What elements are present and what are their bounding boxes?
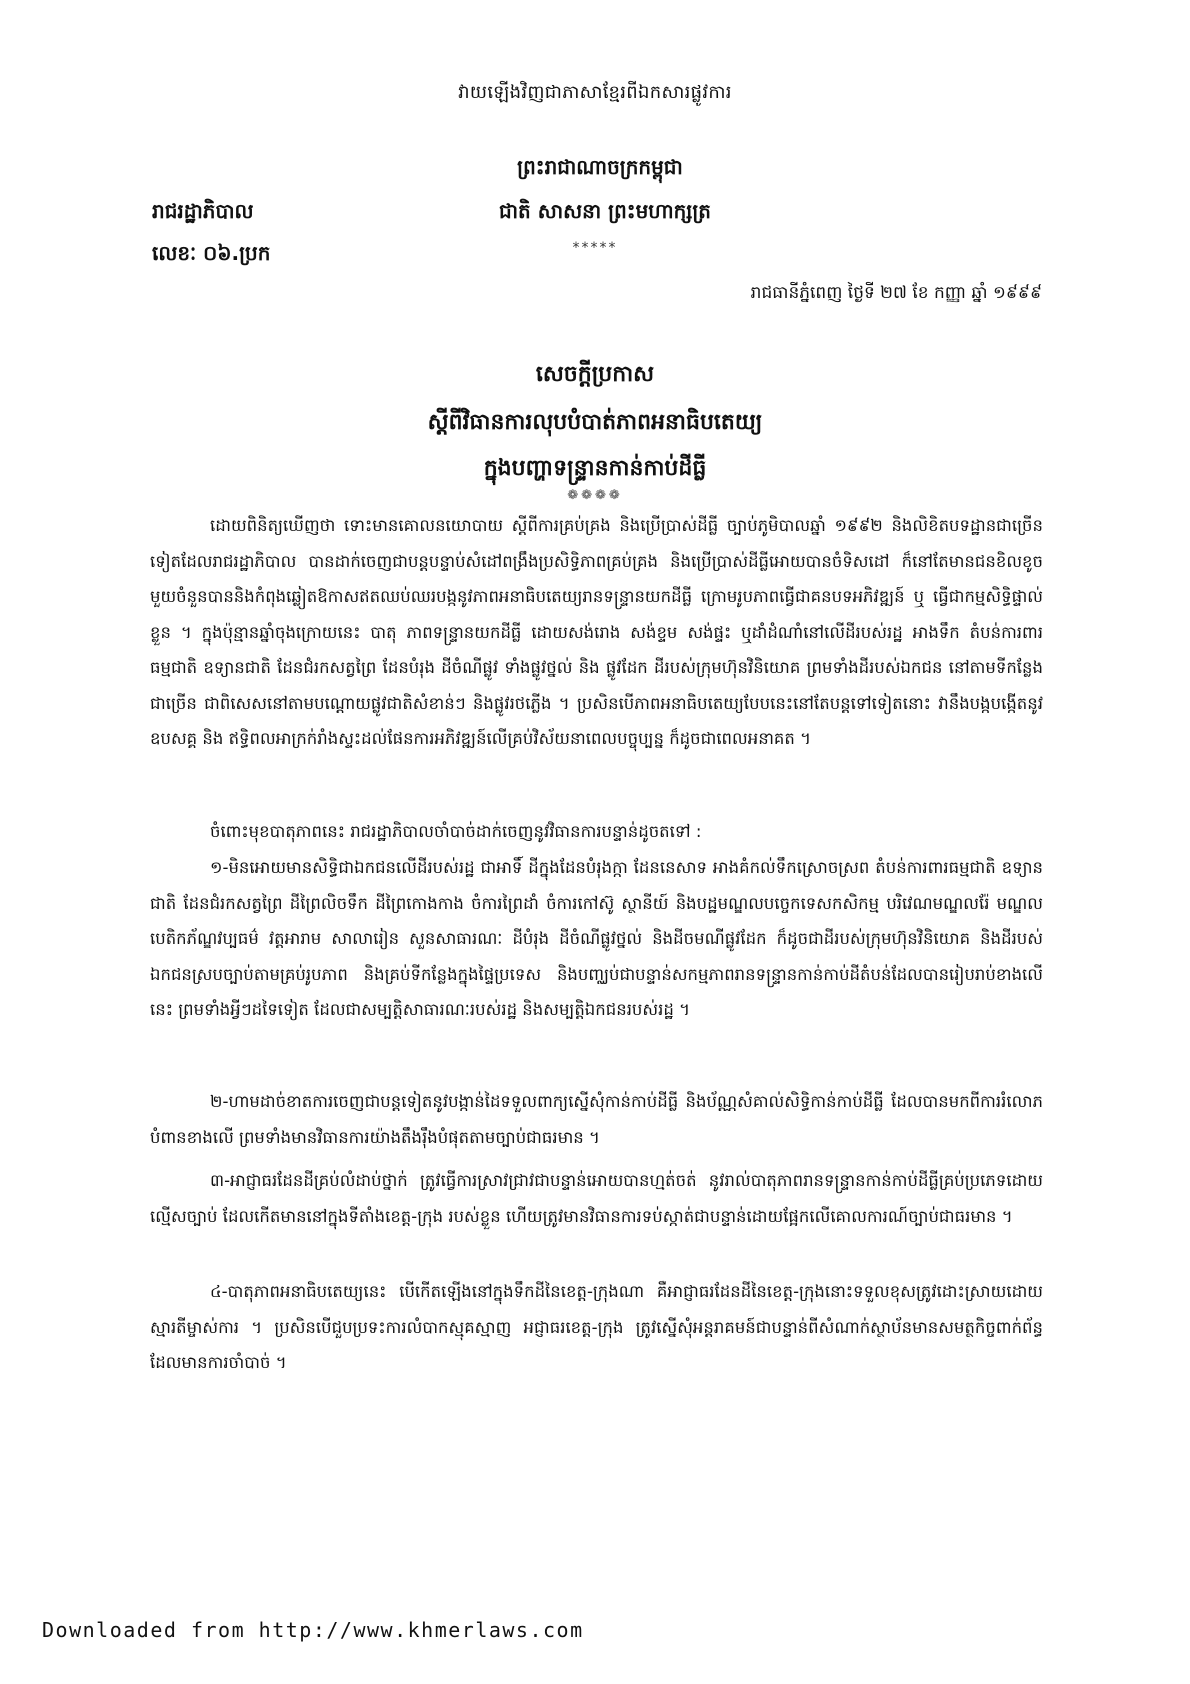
measure-item-1 <box>150 850 1043 1028</box>
measure-item-3-text: ៣-អាជ្ញាធរដែនដីគ្រប់លំដាប់ថ្នាក់ ត្រូវធ្វើការស្រាវជ្រាវជាបន្ទាន់អោយបានហ្មត់ចត់ នូវរាល់បាតុភាពរានទន្ទ្រានកាន់កាប់ដីធ្លីគ្រប់ប្រភេទដោយល្មើសច្បាប់ ដែលកើតមាននៅក្នុងទីតាំងខេត្ត-ក្រុង របស់ខ្លួន ហើយត្រូវមានវិធានការទប់ស្កាត់ជាបន្ទាន់ដោយផ្អែកលើគោលការណ៍ច្បាប់ជាធរមាន ។ <box>150 1171 1043 1226</box>
issuing-government: រាជរដ្ឋាភិបាល <box>152 199 254 223</box>
measure-item-4 <box>150 1274 1043 1381</box>
title-ornament: ❁❁❁❁ <box>567 488 623 503</box>
kingdom-heading: ព្រះរាជាណាចក្រកម្ពុជា <box>517 155 683 179</box>
document-title-line-1: ស្តីពីវិធានការលុបបំបាត់ភាពអនាធិបតេយ្យ <box>427 410 763 435</box>
measure-item-3 <box>150 1163 1043 1234</box>
transition-paragraph <box>150 814 1043 850</box>
document-type-heading: សេចក្តីប្រកាស <box>535 362 655 387</box>
stars-divider: ***** <box>572 240 618 256</box>
national-motto: ជាតិ សាសនា ព្រះមហាក្សត្រ <box>499 199 711 223</box>
intro-paragraph <box>150 508 1043 757</box>
document-title-line-2: ក្នុងបញ្ហាទន្ទ្រានកាន់កាប់ដីធ្លី <box>483 456 707 481</box>
download-source-footer: Downloaded from http://www.khmerlaws.com <box>42 1618 584 1642</box>
date-place: រាជធានីភ្នំពេញ ថ្ងៃទី ២៧ ខែ កញ្ញា ឆ្នាំ ១៩៩៩ <box>750 283 1042 303</box>
document-number: លេខៈ ០៦.ប្រក <box>152 241 271 265</box>
measure-item-1-text: ១-មិនអោយមានសិទ្ធិជាឯកជនលើដីរបស់រដ្ឋ ជាអាទិ៍ ដីក្នុងដែនបំរុងក្កា ដែននេសាទ អាងគំកល់ទឹកស្រោចស្រព តំបន់ការពារធម្មជាតិ ឧទ្យានជាតិ ដែនជំរកសត្វព្រៃ ដីព្រៃលិចទឹក ដីព្រៃកោងកាង ចំការព្រៃដាំ ចំការកៅស៊ូ ស្ថានីយ៍ និងបដ្ឋមណ្ឌលបច្ចេកទេសកសិកម្ម បរិវេណមណ្ឌលរ៉ែ មណ្ឌលបេតិកភ័ណ្ឌវប្បធម៌ វត្តអារាម សាលារៀន សួនសាធារណៈ ដីបំរុង ដីចំណីផ្លូវថ្នល់ និងដីចមណីផ្លូវដែក ក៏ដូចជាដីរបស់ក្រុមហ៊ុនវិនិយោគ និងដីរបស់ឯកជនស្របច្បាប់តាមគ្រប់រូបភាព និងគ្រប់ទីកន្លែងក្នុងផ្ទៃប្រទេស និងបញ្ឈប់ជាបន្ទាន់សកម្មភាពរានទន្ទ្រានកាន់កាប់ដីតំបន់ដែលបានរៀបរាប់ខាងលើនេះ ព្រមទាំងអ្វីៗដទៃទៀត ដែលជាសម្បត្តិសាធារណៈរបស់រដ្ឋ និងសម្បត្តិឯកជនរបស់រដ្ឋ ។ <box>150 858 1043 1019</box>
transition-text: ចំពោះមុខបាតុភាពនេះ រាជរដ្ឋាភិបាលចាំបាច់ដាក់ចេញនូវវិធានការបន្ទាន់ដូចតទៅ : <box>210 822 702 841</box>
measure-item-2 <box>150 1084 1043 1155</box>
measure-item-4-text: ៤-បាតុភាពអនាធិបតេយ្យនេះ បើកើតឡើងនៅក្នុងទឹកដីនៃខេត្ត-ក្រុងណា គឺអាជ្ញាធរដែនដីនៃខេត្ត-ក្រុងនោះទទួលខុសត្រូវដោះស្រាយដោយស្មារតីម្ចាស់ការ ។ ប្រសិនបើជួបប្រទះការលំបាកស្មុគស្មាញ អជ្ញាធរខេត្ត-ក្រុង ត្រូវស្នើសុំអន្តរាគមន៍ជាបន្ទាន់ពីសំណាក់ស្ថាប័នមានសមត្ថកិច្ចពាក់ព័ន្ធ ដែលមានការចាំបាច់ ។ <box>150 1282 1043 1372</box>
retyped-note: វាយឡើងវិញជាភាសាខ្មែរពីឯកសារផ្លូវការ <box>458 82 732 103</box>
measure-item-2-text: ២-ហាមដាច់ខាតការចេញជាបន្តទៀតនូវបង្កាន់ដៃទទួលពាក្យស្នើសុំកាន់កាប់ដីធ្លី និងប័ណ្ណសំគាល់សិទ្ធិកាន់កាប់ដីធ្លី ដែលបានមកពីការរំលោភបំពានខាងលើ ព្រមទាំងមានវិធានការយ៉ាងតឹងរ៉ឹងបំផុតតាមច្បាប់ជាធរមាន ។ <box>150 1092 1043 1147</box>
intro-text: ដោយពិនិត្យឃើញថា ទោះមានគោលនយោបាយ ស្តីពីការគ្រប់គ្រង និងប្រើប្រាស់ដីធ្លី ច្បាប់ភូមិបាលឆ្នាំ ១៩៩២ និងលិខិតបទដ្ឋានជាច្រើនទៀតដែលរាជរដ្ឋាភិបាល បានដាក់ចេញជាបន្តបន្ទាប់សំដៅពង្រឹងប្រសិទ្ធិភាពគ្រប់គ្រង និងប្រើប្រាស់ដីធ្លីអោយបានចំទិសដៅ ក៏នៅតែមានជនខិលខូចមួយចំនួនបាននិងកំពុងឆ្លៀតឱកាសឥតឈប់ឈរបង្កនូវភាពអនាធិបតេយ្យរានទន្ទ្រានយកដីធ្លី ក្រោមរូបភាពធ្វើជាគនបទអភិវឌ្ឍន៍ ឬ ធ្វើជាកម្មសិទ្ធិផ្ទាល់ខ្លួន ។ ក្នុងប៉ុន្មានឆ្នាំចុងក្រោយនេះ បាតុ ភាពទន្ទ្រានយកដីធ្លី ដោយសង់រោង សង់ខ្ទម សង់ផ្ទះ ឬដាំដំណាំនៅលើដីរបស់រដ្ឋ អាងទឹក តំបន់ការពារធម្មជាតិ ឧទ្យានជាតិ ដែនជំរកសត្វព្រៃ ដែនបំរុង ដីចំណីផ្លូវ ទាំងផ្លូវថ្នល់ និង ផ្លូវដែក ដីរបស់ក្រុមហ៊ុនវិនិយោគ ព្រមទាំងដីរបស់ឯកជន នៅតាមទីកន្លែងជាច្រើន ជាពិសេសនៅតាមបណ្តោយផ្លូវជាតិសំខាន់ៗ និងផ្លូវរថភ្លើង ។ ប្រសិនបើភាពអនាធិបតេយ្យបែបនេះនៅតែបន្តទៅទៀតនោះ វានឹងបង្កបង្កើតនូវឧបសគ្គ និង ឥទ្ធិពលអាក្រក់រាំងស្ទះដល់ផែនការអភិវឌ្ឍន៍លើគ្រប់វិស័យនាពេលបច្ចុប្បន្ន ក៏ដូចជាពេលអនាគត ។ <box>150 516 1043 748</box>
